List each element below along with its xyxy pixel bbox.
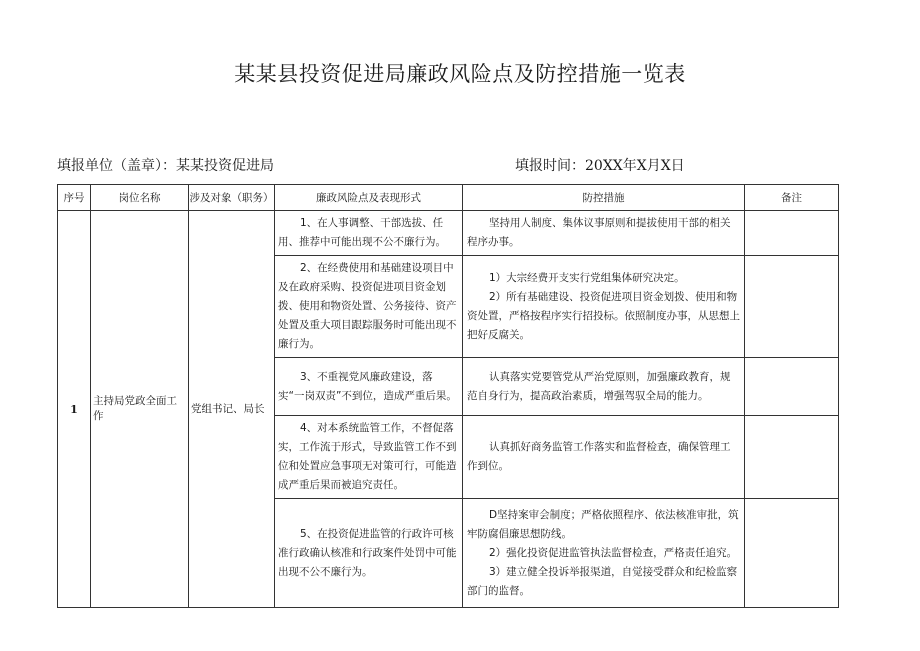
remarks-cell: [745, 416, 839, 499]
document-title: 某某县投资促进局廉政风险点及防控措施一览表: [234, 62, 686, 86]
control-measures: 认真抓好商务监管工作落实和监督检查，确保管理工作到位。: [463, 416, 745, 499]
risk-point: 5、在投资促进监管的行政许可核准行政确认核准和行政案件处罚中可能出现不公不廉行为。: [275, 499, 463, 608]
control-measures: 认真落实党要管党从严治党原则，加强廉政教育，规范自身行为，提高政治素质，增强驾驭全局的能力。: [463, 358, 745, 416]
header-remarks: 备注: [745, 185, 839, 211]
header-post: 岗位名称: [91, 185, 189, 211]
target-position: 党组书记、局长: [189, 211, 275, 608]
control-measures: 坚持用人制度、集体议事原则和提拔使用干部的相关程序办事。: [463, 211, 745, 256]
row-number: 1: [58, 211, 91, 608]
header-num: 序号: [58, 185, 91, 211]
table-header-row: [58, 185, 839, 211]
risk-point: 2、在经费使用和基础建设项目中及在政府采购、投资促进项目资金划拨、使用和物资处置、公务接待、资产处置及重大项目跟踪服务时可能出现不廉行为。: [275, 256, 463, 358]
control-measures: D坚持案审会制度；严格依照程序、依法核准审批，筑牢防腐倡廉思想防线。 2）强化投资促进监管执法监督检查，严格责任追究。 3）建立健全投诉举报渠道，自觉接受群众和纪检监察部门的监督。: [463, 499, 745, 608]
remarks-cell: [745, 256, 839, 358]
header-target: 涉及对象（职务）: [189, 185, 275, 211]
post-name: 主持局党政全面工作: [91, 211, 189, 608]
control-measures: 1）大宗经费开支实行党组集体研究决定。 2）所有基础建设、投资促进项目资金划拨、使用和物资处置，严格按程序实行招投标。依照制度办事，从思想上把好反腐关。: [463, 256, 745, 358]
risk-point: 1、在人事调整、干部选拔、任用、推荐中可能出现不公不廉行为。: [275, 211, 463, 256]
remarks-cell: [745, 358, 839, 416]
risk-control-table: [57, 184, 839, 608]
risk-point: 3、不重视党风廉政建设，落实“一岗双责”不到位，造成严重后果。: [275, 358, 463, 416]
reporting-date: 填报时间：20XX年X月X日: [515, 158, 685, 174]
reporting-unit: 填报单位（盖章）：某某投资促进局: [57, 158, 274, 174]
header-measures: 防控措施: [463, 185, 745, 211]
header-risk: 廉政风险点及表现形式: [275, 185, 463, 211]
table-row: [58, 211, 839, 256]
remarks-cell: [745, 499, 839, 608]
remarks-cell: [745, 211, 839, 256]
risk-point: 4、对本系统监管工作，不督促落实，工作流于形式，导致监管工作不到位和处置应急事项无对策可行，可能造成严重后果而被追究责任。: [275, 416, 463, 499]
